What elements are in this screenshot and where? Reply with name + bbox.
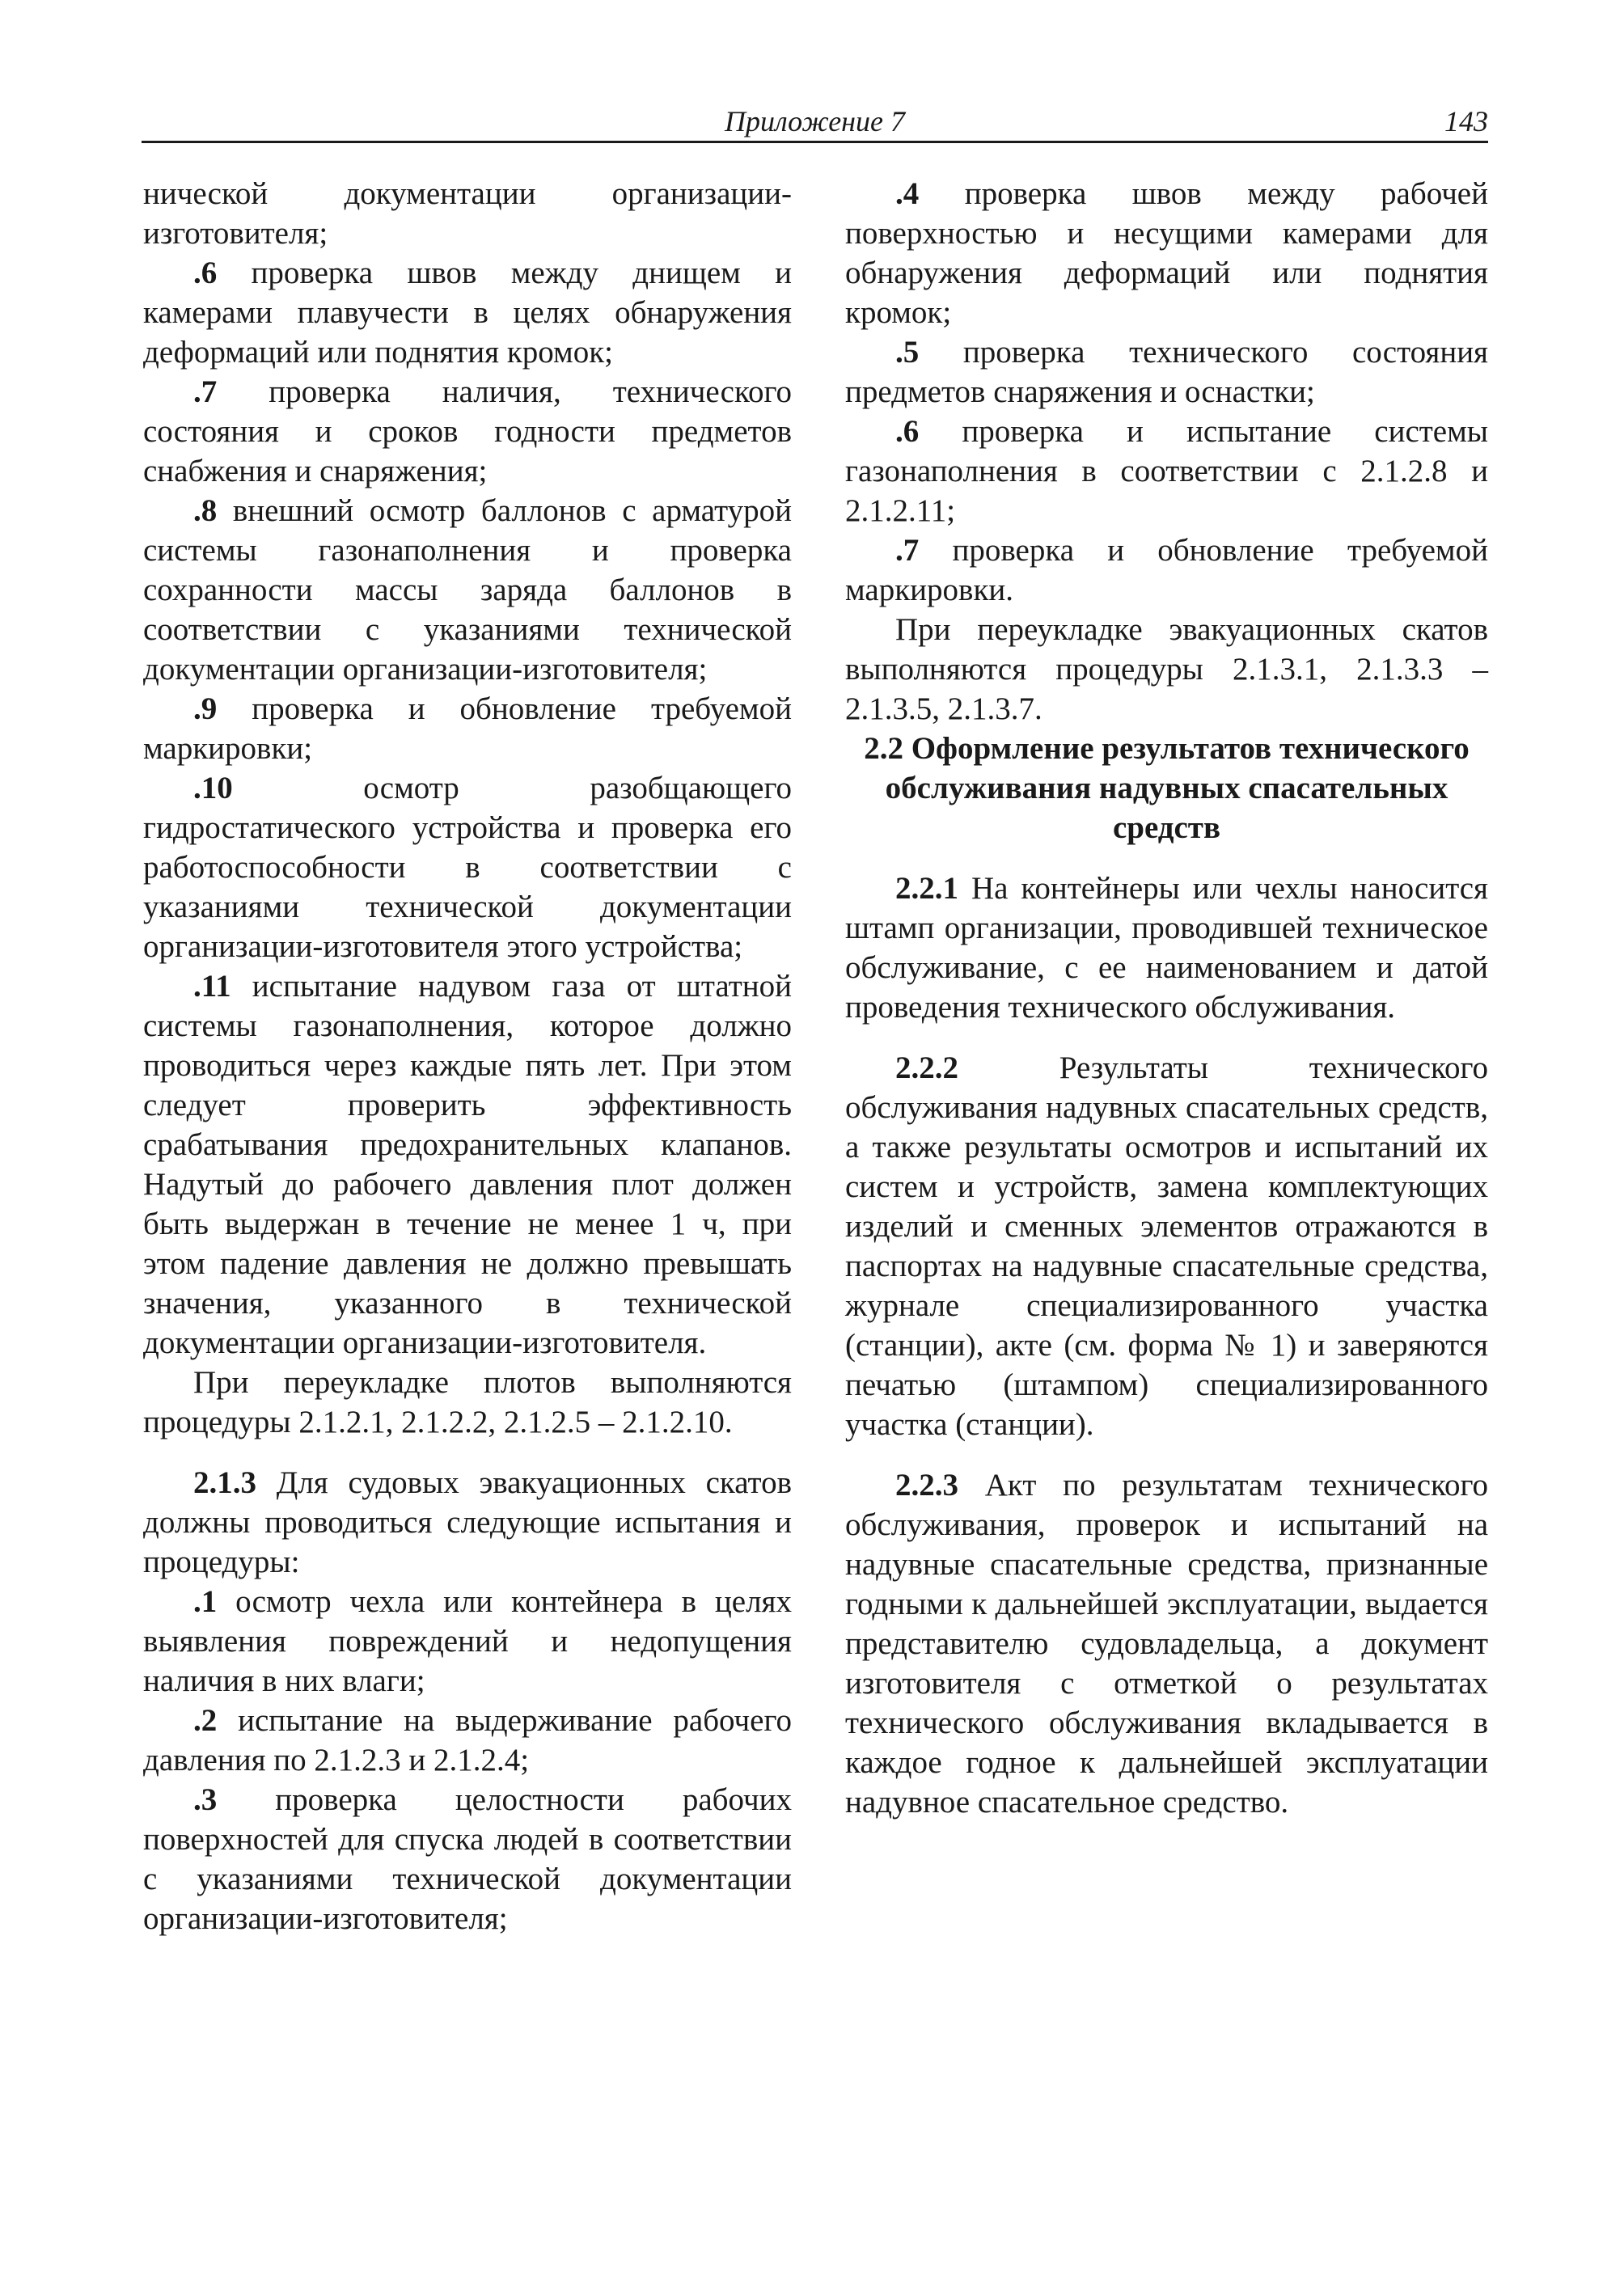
- item-number: .7: [895, 533, 920, 568]
- list-item: [143, 966, 792, 1363]
- clause-number: 2.1.3: [193, 1465, 256, 1500]
- clause-text: Для судовых эвакуационных скатов должны проводиться следующие испытания и процедуры:: [143, 1465, 792, 1579]
- clause-text: На контейнеры или чехлы наносится штамп организации, проводившей техническое обслуживание, с ее наименованием и датой проведения технического обслуживания.: [845, 871, 1488, 1025]
- clause-number: 2.2.3: [895, 1468, 958, 1503]
- paragraph-text: При переукладке плотов выполняются процедуры 2.1.2.1, 2.1.2.2, 2.1.2.5 – 2.1.2.10.: [143, 1365, 792, 1439]
- running-header: [142, 104, 1488, 143]
- item-number: .5: [895, 335, 920, 370]
- item-text: осмотр разобщающего гидростатического устройства и проверка его работоспособности в соответствии с указаниями технической документации организации-изготовителя этого устройства;: [143, 771, 792, 964]
- item-text: испытание надувом газа от штатной системы газонаполнения, которое должно проводиться через каждые пять лет. При этом следует проверить эффективность срабатывания предохранительных клапанов. Надутый до рабочего давления плот должен быть выдержан в течение не менее 1 ч, при этом падение давления не должно превышать значения, указанного в технической документации организации-изготовителя.: [143, 969, 792, 1360]
- item-text: внешний осмотр баллонов с арматурой системы газонаполнения и проверка сохранности массы заряда баллонов в соответствии с указаниями технической документации организации-изготовителя;: [143, 493, 792, 687]
- running-header-title: Приложение 7: [724, 105, 906, 137]
- clause-number: 2.2.2: [895, 1050, 958, 1085]
- item-text: проверка и обновление требуемой маркировки.: [845, 533, 1488, 607]
- paragraph: [845, 610, 1488, 729]
- item-text: проверка швов между рабочей поверхностью и несущими камерами для обнаружения деформаций или поднятия кромок;: [845, 176, 1488, 330]
- paragraph: [143, 174, 792, 253]
- list-item: [845, 332, 1488, 412]
- item-number: .10: [193, 771, 233, 805]
- list-item: [845, 174, 1488, 332]
- section-heading: 2.2 Оформление результатов технического обслуживания надувных спасательных средств: [864, 731, 1470, 845]
- list-item: [143, 372, 792, 491]
- item-number: .11: [193, 969, 231, 1004]
- clause: [845, 869, 1488, 1027]
- paragraph-text: При переукладке эвакуационных скатов выполняются процедуры 2.1.3.1, 2.1.3.3 – 2.1.3.5, 2.1.3.7.: [845, 612, 1488, 726]
- item-number: .7: [193, 374, 218, 409]
- list-item: [143, 768, 792, 966]
- list-item: [143, 253, 792, 372]
- paragraph: [143, 1363, 792, 1442]
- item-text: проверка технического состояния предметов снаряжения и оснастки;: [845, 335, 1488, 409]
- item-number: .1: [193, 1584, 218, 1619]
- clause: [845, 1465, 1488, 1822]
- item-text: испытание на выдерживание рабочего давления по 2.1.2.3 и 2.1.2.4;: [143, 1703, 792, 1777]
- clause-text: Результаты технического обслуживания надувных спасательных средств, а также результаты осмотров и испытаний их систем и устройств, замена комплектующих изделий и сменных элементов отражаются в паспортах на надувные спасательные средства, журнале специализированного участка (станции), акте (см. форма № 1) и заверяются печатью (штампом) специализированного участка (станции).: [845, 1050, 1488, 1442]
- item-number: .9: [193, 691, 218, 726]
- clause: [845, 1048, 1488, 1444]
- list-item: [845, 530, 1488, 610]
- clause: [143, 1463, 792, 1582]
- left-column: [143, 174, 792, 1938]
- list-item: [143, 1701, 792, 1780]
- list-item: [143, 491, 792, 689]
- item-number: .6: [895, 414, 920, 449]
- page-number: 143: [1444, 105, 1488, 137]
- item-text: проверка целостности рабочих поверхностей для спуска людей в соответствии с указаниями технической документации организации-изготовителя;: [143, 1782, 792, 1936]
- item-text: проверка и испытание системы газонаполнения в соответствии с 2.1.2.8 и 2.1.2.11;: [845, 414, 1488, 528]
- paragraph-text: нической документации организации-изготовителя;: [143, 176, 792, 251]
- item-number: .3: [193, 1782, 218, 1817]
- item-text: проверка наличия, технического состояния и сроков годности предметов снабжения и снаряжения;: [143, 374, 792, 488]
- clause-text: Акт по результатам технического обслуживания, проверок и испытаний на надувные спасательные средства, признанные годными к дальнейшей эксплуатации, выдается представителю судовладельца, а документ изготовителя с отметкой о результатах технического обслуживания вкладывается в каждое годное к дальнейшей эксплуатации надувное спасательное средство.: [845, 1468, 1488, 1820]
- item-text: осмотр чехла или контейнера в целях выявления повреждений и недопущения наличия в них влаги;: [143, 1584, 792, 1698]
- item-text: проверка швов между днищем и камерами плавучести в целях обнаружения деформаций или поднятия кромок;: [143, 256, 792, 370]
- item-number: .2: [193, 1703, 218, 1738]
- list-item: [143, 1780, 792, 1938]
- item-number: .4: [895, 176, 920, 211]
- clause-number: 2.2.1: [895, 871, 958, 906]
- item-number: .6: [193, 256, 218, 290]
- list-item: [845, 412, 1488, 530]
- item-text: проверка и обновление требуемой маркировки;: [143, 691, 792, 766]
- item-number: .8: [193, 493, 218, 528]
- list-item: [143, 689, 792, 768]
- list-item: [143, 1582, 792, 1701]
- right-column: [845, 174, 1488, 1822]
